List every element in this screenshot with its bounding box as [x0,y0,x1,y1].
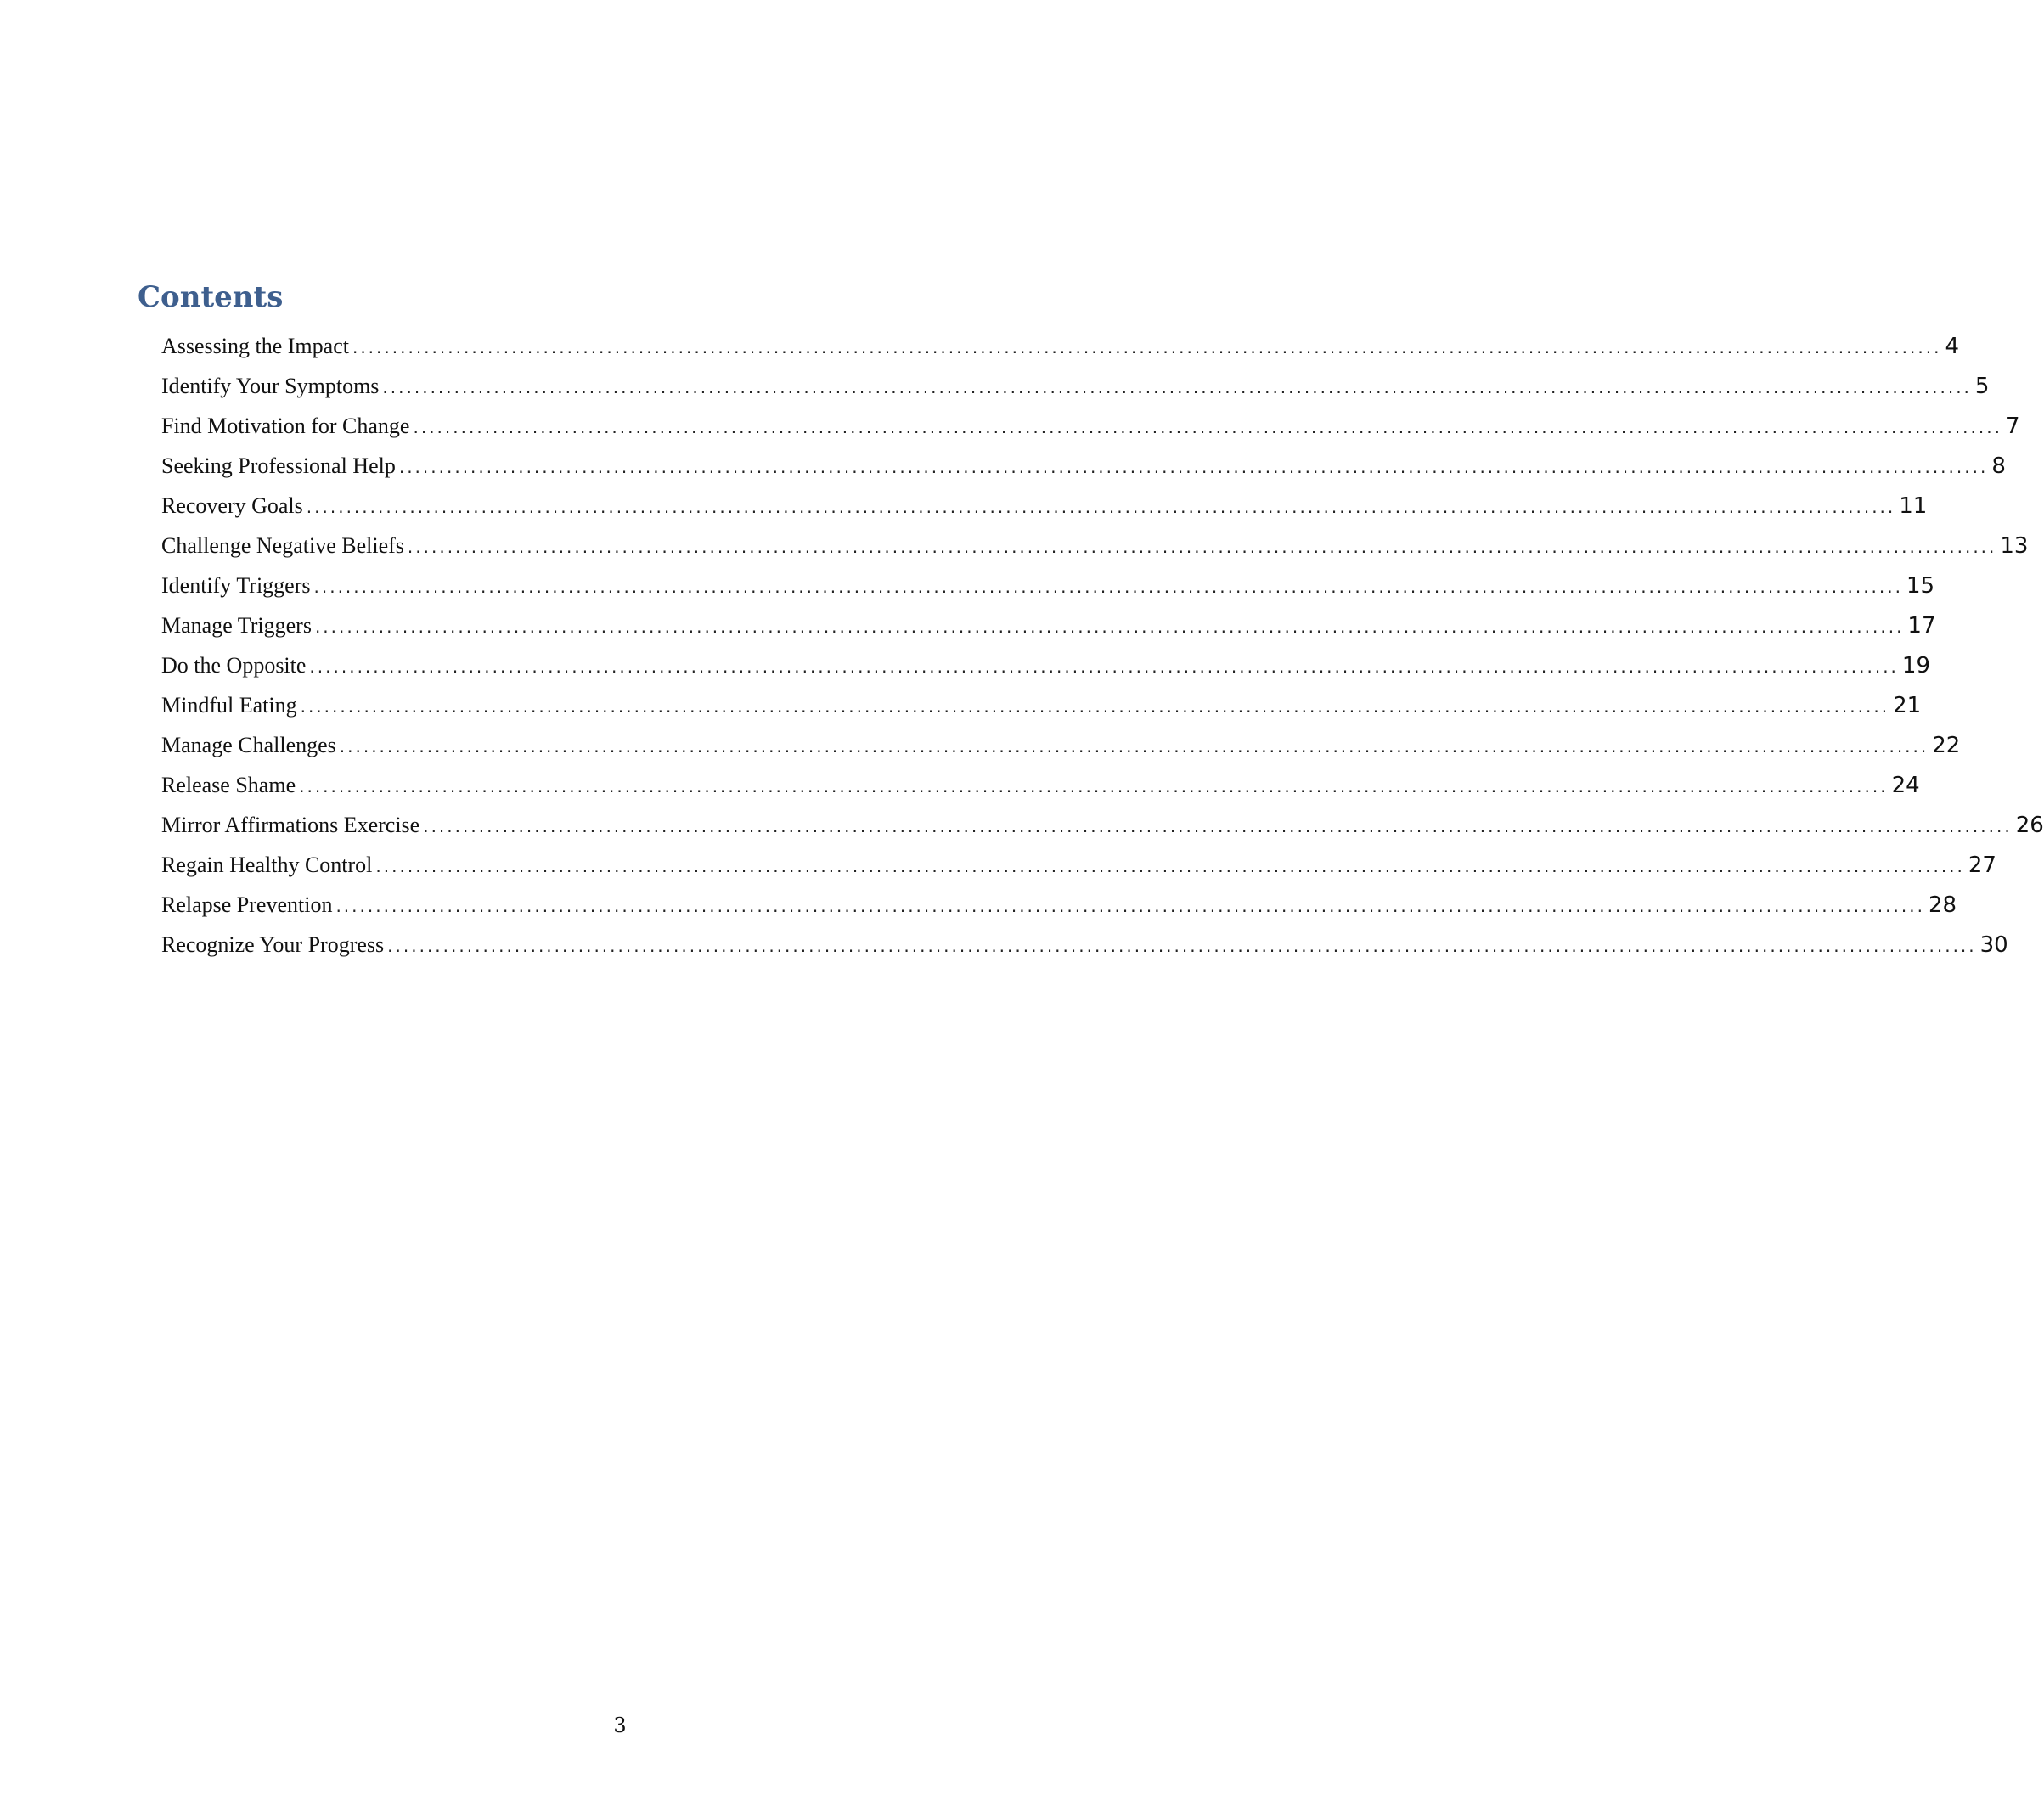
table-of-contents [161,326,2044,965]
toc-entry-page[interactable]: 30 [1979,932,2008,958]
toc-entry-title[interactable]: Find Motivation for Change [161,414,410,438]
dot-leader: ........................................................................................................................................................................................................ [387,936,1977,956]
toc-entry-page[interactable]: 17 [1907,613,1936,639]
toc-entry-title[interactable]: Relapse Prevention [161,892,333,917]
dot-leader: ........................................................................................................................................................................................................ [382,377,1972,397]
dot-leader: ........................................................................................................................................................................................................ [407,537,1997,557]
toc-entry-page[interactable]: 19 [1901,653,1930,678]
toc-entry-page[interactable]: 28 [1928,892,1957,918]
dot-leader: ........................................................................................................................................................................................................ [352,337,1942,357]
toc-entry-title[interactable]: Mindful Eating [161,693,297,718]
toc-entry-title[interactable]: Do the Opposite [161,653,307,678]
toc-entry-page[interactable]: 5 [1974,374,1990,399]
dot-leader: ........................................................................................................................................................................................................ [413,417,2002,437]
dot-leader: ........................................................................................................................................................................................................ [314,616,1905,637]
dot-leader: ........................................................................................................................................................................................................ [300,696,1890,717]
toc-entry-title[interactable]: Recovery Goals [161,493,303,518]
toc-entry[interactable] [161,725,1961,765]
toc-entry-title[interactable]: Seeking Professional Help [161,453,396,478]
page-number: 3 [613,1714,627,1737]
toc-entry[interactable] [161,486,1928,526]
dot-leader: ........................................................................................................................................................................................................ [398,457,1989,477]
toc-entry-title[interactable]: Recognize Your Progress [161,932,385,957]
toc-entry[interactable] [161,765,1920,805]
toc-entry-page[interactable]: 11 [1899,493,1928,519]
toc-entry-page[interactable]: 22 [1932,733,1961,758]
contents-heading: Contents [138,280,284,314]
dot-leader: ........................................................................................................................................................................................................ [313,577,1903,597]
toc-entry[interactable] [161,685,1922,725]
toc-entry[interactable] [161,885,1957,925]
toc-entry-page[interactable]: 24 [1891,773,1920,798]
toc-entry[interactable] [161,805,2044,845]
toc-entry-page[interactable]: 4 [1945,334,1959,359]
dot-leader: ........................................................................................................................................................................................................ [375,856,1965,876]
dot-leader: ........................................................................................................................................................................................................ [339,736,1929,757]
dot-leader: ........................................................................................................................................................................................................ [309,656,1899,677]
toc-entry[interactable] [161,526,2029,566]
toc-entry-page[interactable]: 15 [1906,573,1935,599]
toc-entry[interactable] [161,446,2006,486]
toc-entry[interactable] [161,845,1996,885]
toc-entry[interactable] [161,566,1935,605]
toc-entry-title[interactable]: Mirror Affirmations Exercise [161,813,420,837]
toc-entry-title[interactable]: Identify Your Symptoms [161,374,380,398]
toc-entry[interactable] [161,406,2020,446]
toc-entry-title[interactable]: Regain Healthy Control [161,853,373,877]
toc-entry-title[interactable]: Assessing the Impact [161,334,349,358]
toc-entry-title[interactable]: Manage Challenges [161,733,336,757]
toc-entry[interactable] [161,605,1936,645]
toc-entry[interactable] [161,645,1930,685]
toc-entry-page[interactable]: 26 [2015,813,2044,838]
toc-entry-title[interactable]: Manage Triggers [161,613,312,638]
toc-entry[interactable] [161,326,1959,366]
toc-entry-page[interactable]: 7 [2005,414,2020,439]
dot-leader: ........................................................................................................................................................................................................ [335,896,1925,916]
dot-leader: ........................................................................................................................................................................................................ [423,816,2013,836]
toc-entry-title[interactable]: Release Shame [161,773,296,797]
toc-entry[interactable] [161,366,1990,406]
toc-entry-page[interactable]: 27 [1968,853,1996,878]
dot-leader: ........................................................................................................................................................................................................ [306,497,1896,517]
toc-entry-page[interactable]: 13 [2000,533,2029,559]
toc-entry-title[interactable]: Identify Triggers [161,573,311,598]
toc-entry[interactable] [161,925,2008,965]
dot-leader: ........................................................................................................................................................................................................ [299,776,1889,796]
toc-entry-page[interactable]: 21 [1893,693,1922,718]
toc-entry-title[interactable]: Challenge Negative Beliefs [161,533,404,558]
toc-entry-page[interactable]: 8 [1991,453,2006,479]
